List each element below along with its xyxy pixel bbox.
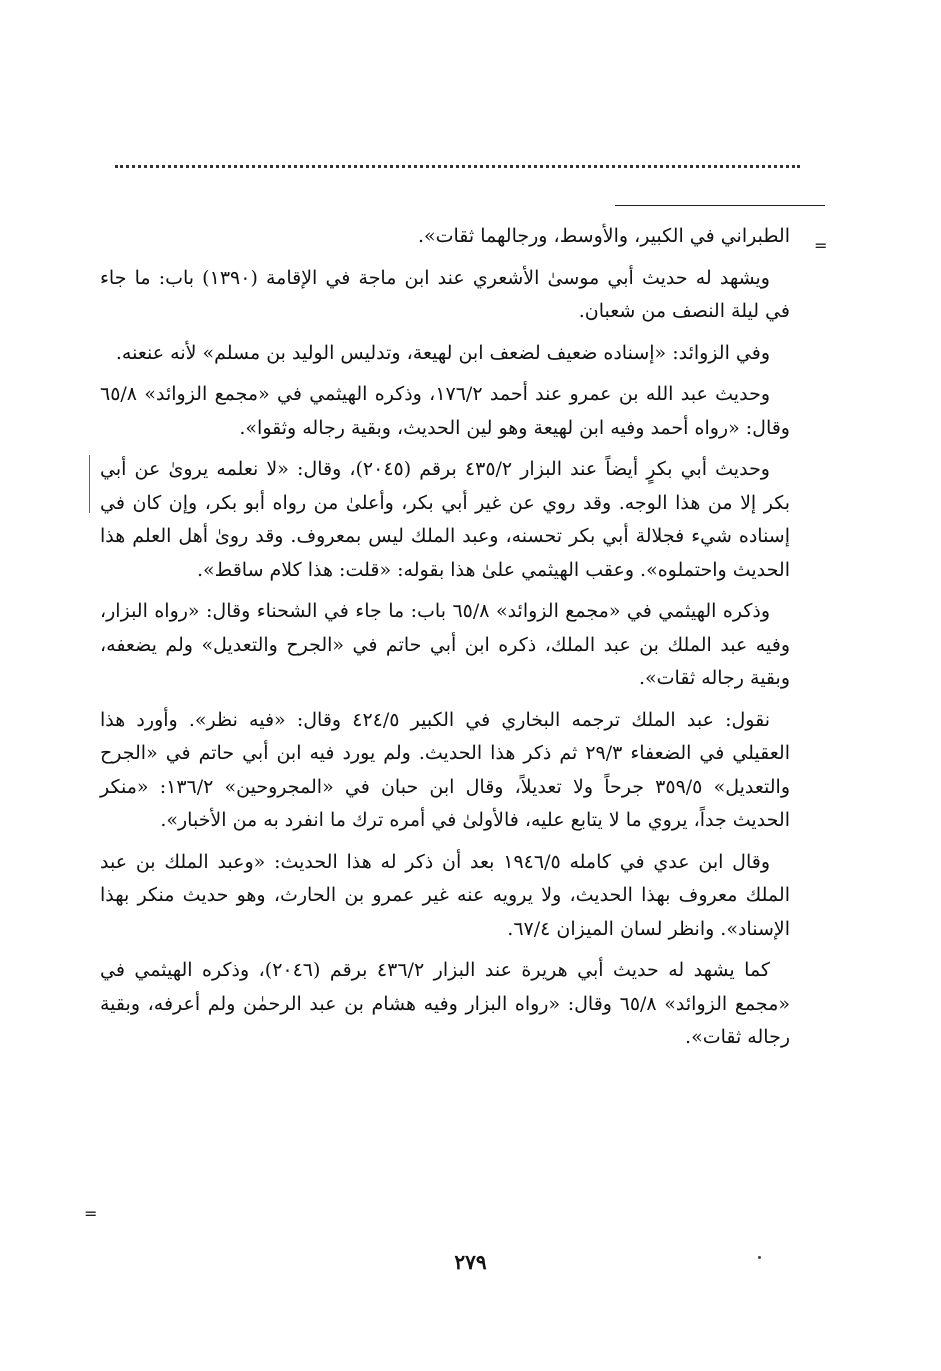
paragraph: وحديث عبد الله بن عمرو عند أحمد ١٧٦/٢، وذكره الهيثمي في «مجمع الزوائد» ٦٥/٨ وقال: «رواه أحمد وفيه ابن لهيعة وهو لين الحديث، وبقية رجاله وثقوا». — [100, 383, 790, 439]
paragraph: نقول: عبد الملك ترجمه البخاري في الكبير ٤٢٤/٥ وقال: «فيه نظر». وأورد هذا العقيلي في الضعفاء ٢٩/٣ ثم ذكر هذا الحديث. ولم يورد فيه ابن أبي حاتم في «الجرح والتعديل» ٣٥٩/٥ جرحاً ولا تعديلاً، وقال ابن حبان في «المجروحين» ١٣٦/٢: «منكر الحديث جداً، يروي ما لا يتابع عليه، فالأولىٰ في أمره ترك ما انفرد به من الأخبار». — [100, 708, 790, 831]
footnote-rule — [615, 205, 825, 206]
dotted-separator — [115, 165, 800, 168]
continuation-mark-bottom: = — [84, 1204, 98, 1223]
paragraph: وقال ابن عدي في كامله ١٩٤٦/٥ بعد أن ذكر له هذا الحديث: «وعبد الملك بن عبد الملك معروف بهذا الحديث، ولا يرويه عنه غير عمرو بن الحارث، وهو حديث منكر بهذا الإسناد». وانظر لسان الميزان ٦٧/٤. — [100, 850, 790, 940]
paragraph: وذكره الهيثمي في «مجمع الزوائد» ٦٥/٨ باب: ما جاء في الشحناء وقال: «رواه البزار، وفيه عبد الملك بن عبد الملك، ذكره ابن أبي حاتم في «الجرح والتعديل» ولم يضعفه، وبقية رجاله ثقات». — [100, 600, 790, 689]
paragraph: الطبراني في الكبير، والأوسط، ورجالهما ثقات». — [417, 225, 790, 247]
paragraph: وفي الزوائد: «إسناده ضعيف لضعف ابن لهيعة، وتدليس الوليد بن مسلم» لأنه عنعنه. — [115, 341, 770, 364]
paragraph: وحديث أبي بكرٍ أيضاً عند البزار ٤٣٥/٢ برقم (٢٠٤٥)، وقال: «لا نعلمه يروىٰ عن أبي بكر إلا من هذا الوجه. وقد روي عن غير أبي بكر، وأعلىٰ من رواه أبو بكر، وإن كان في إسناده شيء فجلالة أبي بكر تحسنه، وعبد الملك ليس بمعروف. وقد روىٰ أهل العلم هذا الحديث واحتملوه». وعقب الهيثمي علىٰ هذا بقوله: «قلت: هذا كلام ساقط». — [100, 458, 790, 581]
print-speck — [758, 1256, 761, 1259]
paragraph: كما يشهد له حديث أبي هريرة عند البزار ٤٣٦/٢ برقم (٢٠٤٦)، وذكره الهيثمي في «مجمع الزوائد» ٦٥/٨ وقال: «رواه البزار وفيه هشام بن عبد الرحمٰن ولم أعرفه، وبقية رجاله ثقات». — [100, 959, 790, 1048]
continuation-mark-top: = — [814, 236, 828, 255]
footnote-text — [100, 220, 790, 1063]
paragraph: ويشهد له حديث أبي موسىٰ الأشعري عند ابن ماجة في الإقامة (١٣٩٠) باب: ما جاء في ليلة النصف من شعبان. — [100, 266, 790, 322]
margin-bar — [89, 455, 91, 513]
page-number: ٢٧٩ — [454, 1250, 487, 1274]
